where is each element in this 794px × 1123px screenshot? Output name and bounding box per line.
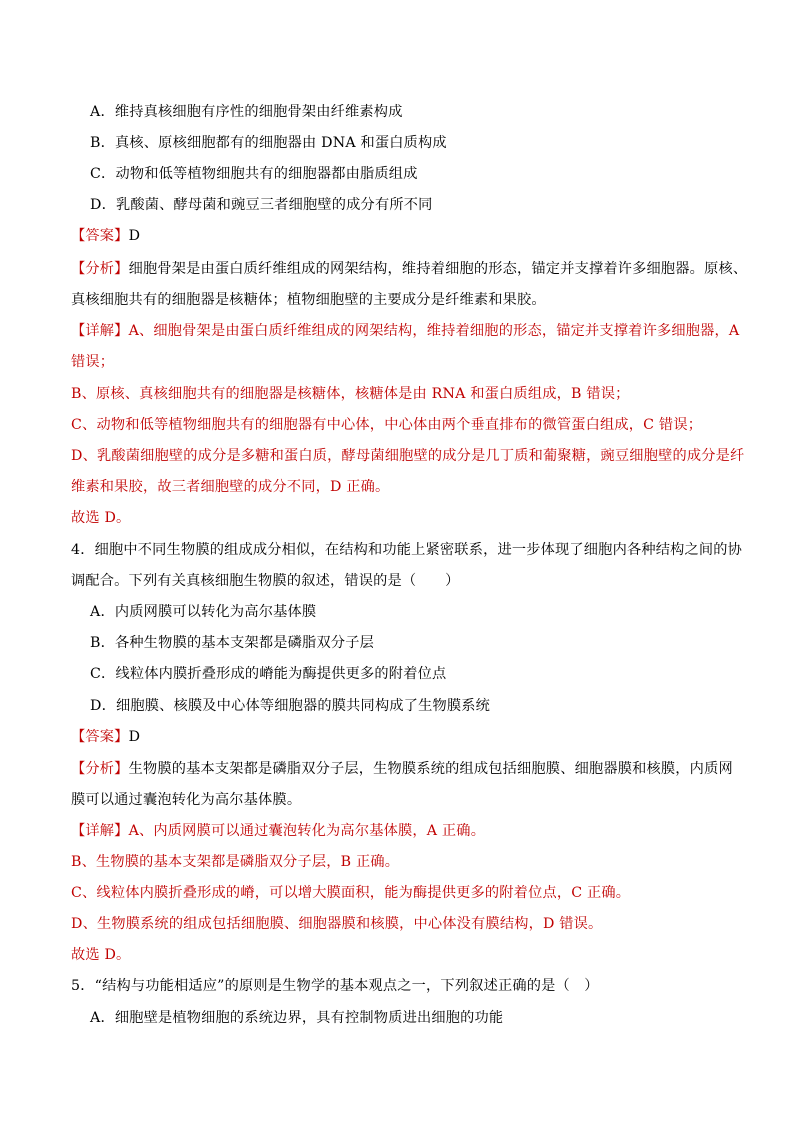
detail-tag: 【详解】 [71, 823, 129, 839]
q3-conclusion: 故选 D。 [71, 510, 131, 526]
q4-detail-line-2: B、生物膜的基本支架都是磷脂双分子层，B 正确。 [71, 854, 400, 870]
q4-option-d: D．细胞膜、核膜及中心体等细胞器的膜共同构成了生物膜系统 [90, 698, 491, 714]
q4-option-a: A．内质网膜可以转化为高尔基体膜 [90, 604, 317, 620]
q3-detail-line-5: D、乳酸菌细胞壁的成分是多糖和蛋白质，酵母菌细胞壁的成分是几丁质和葡聚糖，豌豆细胞壁的成分是纤 [71, 448, 745, 464]
q4-conclusion: 故选 D。 [71, 947, 131, 963]
analysis-text: 生物膜的基本支架都是磷脂双分子层，生物膜系统的组成包括细胞膜、细胞器膜和核膜，内质网 [128, 761, 733, 777]
q3-answer [71, 226, 140, 246]
answer-value: D [128, 228, 141, 244]
detail-text: A、细胞骨架是由蛋白质纤维组成的网架结构，维持着细胞的形态，锚定并支撑着许多细胞器，A [128, 323, 740, 339]
q5-stem: 5．“结构与功能相适应”的原则是生物学的基本观点之一，下列叙述正确的是（ ） [71, 978, 599, 994]
q3-detail-line-3: B、原核、真核细胞共有的细胞器是核糖体，核糖体是由 RNA 和蛋白质组成，B 错误； [71, 386, 630, 402]
analysis-text: 细胞骨架是由蛋白质纤维组成的网架结构，维持着细胞的形态，锚定并支撑着许多细胞器。原核、 [128, 261, 748, 277]
q3-detail-line-1 [71, 321, 739, 341]
q4-answer [71, 727, 140, 747]
detail-text: A、内质网膜可以通过囊泡转化为高尔基体膜，A 正确。 [128, 823, 486, 839]
answer-tag: 【答案】 [71, 729, 129, 745]
answer-tag: 【答案】 [71, 228, 129, 244]
q4-option-c: C．线粒体内膜折叠形成的嵴能为酶提供更多的附着位点 [90, 666, 447, 682]
q3-detail-line-6: 维素和果胶，故三者细胞壁的成分不同，D 正确。 [71, 479, 390, 495]
q3-option-c: C．动物和低等植物细胞共有的细胞器都由脂质组成 [90, 166, 418, 182]
q4-option-b: B．各种生物膜的基本支架都是磷脂双分子层 [90, 635, 374, 651]
q3-option-d: D．乳酸菌、酵母菌和豌豆三者细胞壁的成分有所不同 [90, 197, 433, 213]
q4-analysis-line-1 [71, 759, 733, 779]
q4-analysis-line-2: 膜可以通过囊泡转化为高尔基体膜。 [71, 792, 302, 808]
q4-detail-line-4: D、生物膜系统的组成包括细胞膜、细胞器膜和核膜，中心体没有膜结构，D 错误。 [71, 916, 603, 932]
q3-analysis-line-1 [71, 259, 747, 279]
q5-option-a: A．细胞壁是植物细胞的系统边界，具有控制物质进出细胞的功能 [90, 1010, 504, 1026]
q4-stem-line-2: 调配合。下列有关真核细胞生物膜的叙述，错误的是（ ） [71, 573, 460, 589]
q3-option-a: A．维持真核细胞有序性的细胞骨架由纤维素构成 [90, 104, 403, 120]
answer-value: D [128, 729, 141, 745]
analysis-tag: 【分析】 [71, 261, 129, 277]
q3-detail-line-2: 错误； [71, 354, 115, 370]
q3-analysis-line-2: 真核细胞共有的细胞器是核糖体；植物细胞壁的主要成分是纤维素和果胶。 [71, 292, 546, 308]
q4-detail-line-3: C、线粒体内膜折叠形成的嵴，可以增大膜面积，能为酶提供更多的附着位点，C 正确。 [71, 885, 631, 901]
analysis-tag: 【分析】 [71, 761, 129, 777]
q3-detail-line-4: C、动物和低等植物细胞共有的细胞器有中心体，中心体由两个垂直排布的微管蛋白组成，C 错误； [71, 417, 703, 433]
detail-tag: 【详解】 [71, 323, 129, 339]
q3-option-b: B．真核、原核细胞都有的细胞器由 DNA 和蛋白质构成 [90, 135, 447, 151]
q4-detail-line-1 [71, 821, 485, 841]
q4-stem-line-1: 4．细胞中不同生物膜的组成成分相似，在结构和功能上紧密联系，进一步体现了细胞内各种结构之间的协 [71, 542, 743, 558]
